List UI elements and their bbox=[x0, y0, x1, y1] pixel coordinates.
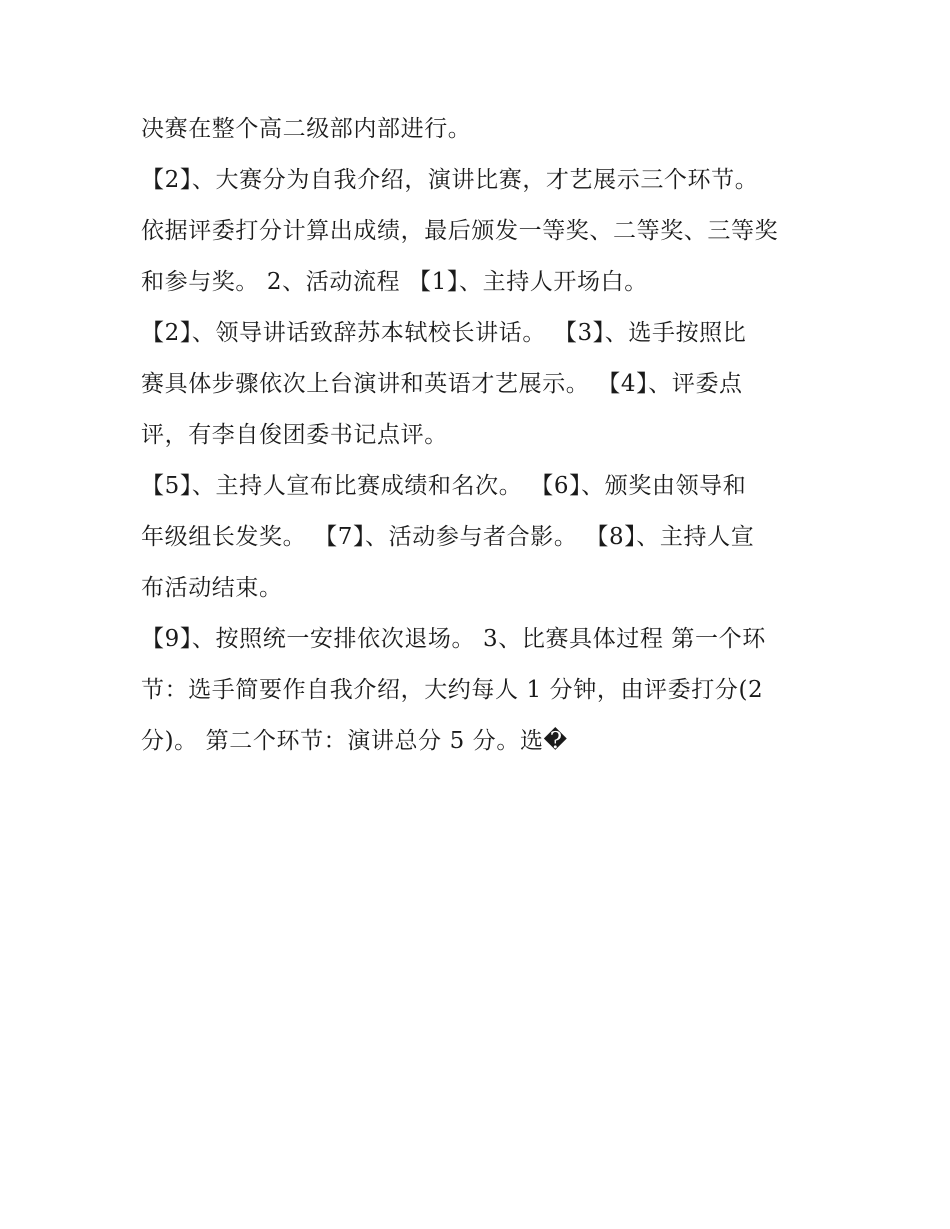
text-line: 和参与奖。 2、活动流程 【1】、主持人开场白。 bbox=[141, 269, 648, 295]
text-line: 【2】、领导讲话致辞苏本轼校长讲话。 【3】、选手按照比 bbox=[141, 320, 747, 346]
text-line: 【5】、主持人宣布比赛成绩和名次。 【6】、颁奖由领导和 bbox=[141, 473, 747, 499]
text-line: 评，有李自俊团委书记点评。 bbox=[141, 422, 448, 448]
document-body bbox=[141, 104, 821, 767]
text-line: 依据评委打分计算出成绩，最后颁发一等奖、二等奖、三等奖 bbox=[141, 218, 779, 244]
text-line: 布活动结束。 bbox=[141, 575, 283, 601]
text-line: 节：选手简要作自我介绍，大约每人 1 分钟，由评委打分(2 bbox=[141, 677, 764, 703]
text-line: 决赛在整个高二级部内部进行。 bbox=[141, 116, 472, 142]
text-line: 【2】、大赛分为自我介绍，演讲比赛，才艺展示三个环节。 bbox=[141, 167, 759, 193]
text-line: 【9】、按照统一安排依次退场。 3、比赛具体过程 第一个环 bbox=[141, 626, 766, 652]
text-line: 分)。 第二个环节：演讲总分 5 分。选� bbox=[141, 728, 568, 754]
text-line: 赛具体步骤依次上台演讲和英语才艺展示。 【4】、评委点 bbox=[141, 371, 743, 397]
text-line: 年级组长发奖。 【7】、活动参与者合影。 【8】、主持人宣 bbox=[141, 524, 755, 550]
